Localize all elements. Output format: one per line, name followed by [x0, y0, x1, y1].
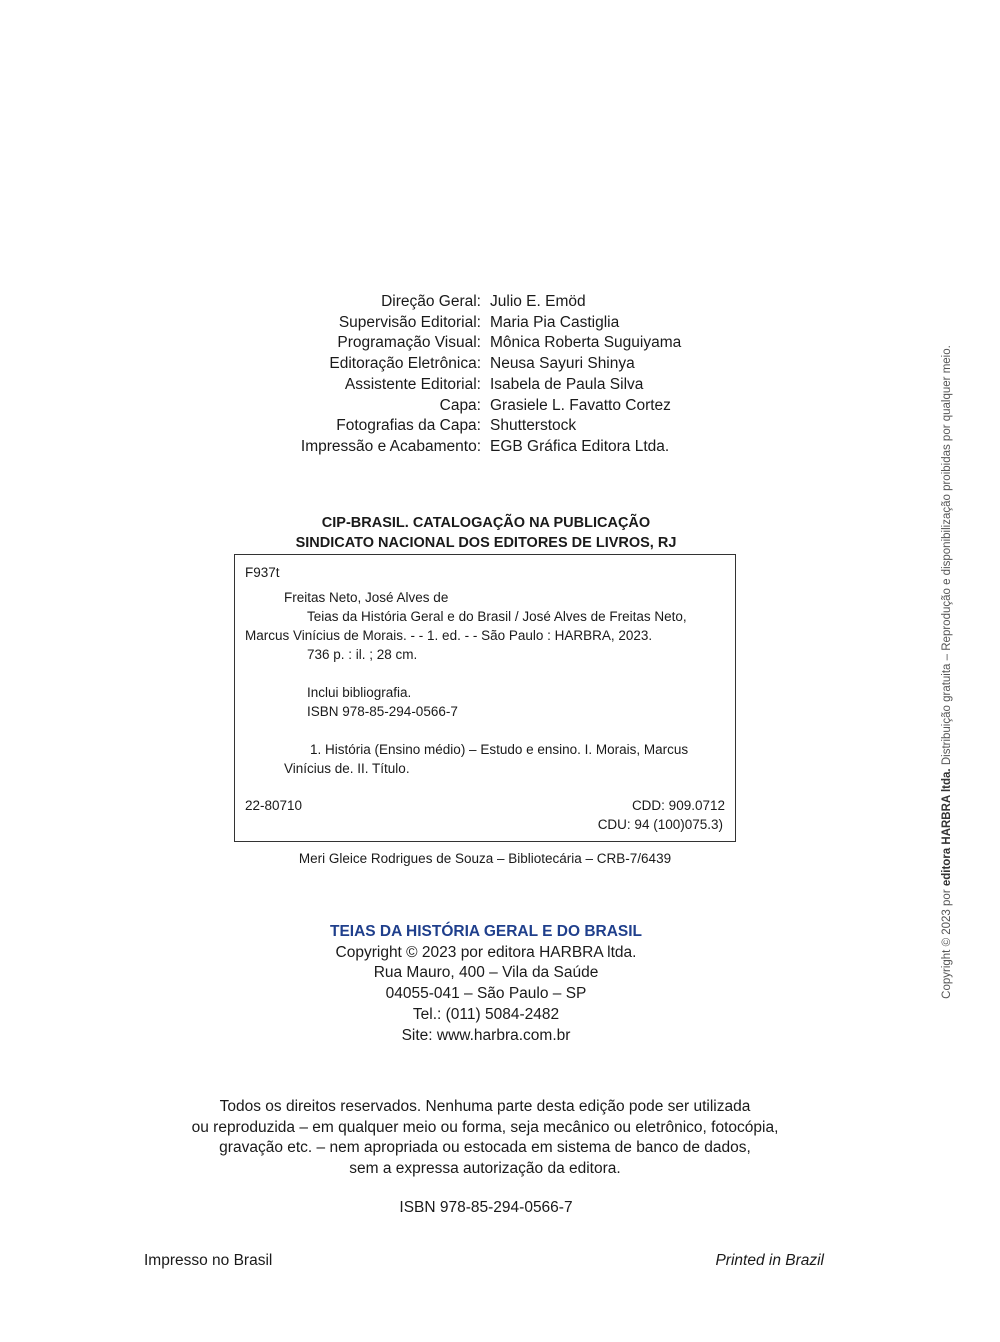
cip-number: 22-80710 — [245, 798, 303, 813]
footer-printed-en: Printed in Brazil — [715, 1252, 824, 1269]
credit-role: Direção Geral: — [381, 293, 481, 310]
side-note-publisher: editora HARBRA ltda. — [941, 768, 953, 887]
side-note-suffix: Distribuição gratuita – Reprodução e disponibilização proibidas por qualquer meio. — [941, 345, 953, 769]
credit-row — [200, 396, 800, 417]
credit-name: Isabela de Paula Silva — [490, 375, 644, 393]
side-copyright-note — [941, 345, 953, 999]
imprint-block — [235, 922, 737, 1046]
credit-row — [200, 292, 800, 313]
cip-code: F937t — [245, 565, 280, 580]
address-street: Rua Mauro, 400 – Vila da Saúde — [373, 964, 599, 982]
copyright-line: Copyright © 2023 por editora HARBRA ltda. — [335, 943, 637, 961]
credit-role: Editoração Eletrônica: — [329, 355, 481, 373]
cip-pages: 736 p. : il. ; 28 cm. — [307, 647, 418, 662]
cip-header-line1: CIP-BRASIL. CATALOGAÇÃO NA PUBLICAÇÃO — [321, 515, 651, 531]
isbn: ISBN 978-85-294-0566-7 — [399, 1199, 573, 1216]
credit-row — [200, 313, 800, 334]
cip-title-line1: Teias da História Geral e do Brasil / José Alves de Freitas Neto, — [307, 609, 687, 624]
rights-line: sem a expressa autorização da editora. — [349, 1160, 621, 1178]
credits-list — [200, 292, 800, 458]
cip-catalog-box — [234, 554, 736, 842]
cip-cdd: CDD: 909.0712 — [631, 798, 725, 813]
cip-subjects-line1: 1. História (Ensino médio) – Estudo e ensino. I. Morais, Marcus — [310, 742, 689, 757]
credit-role: Assistente Editorial: — [344, 375, 481, 393]
credit-row — [200, 333, 800, 354]
credit-role: Programação Visual: — [337, 334, 481, 352]
rights-line: ou reproduzida – em qualquer meio ou forma, seja mecânico ou eletrônico, fotocópia, — [191, 1118, 779, 1136]
credit-row — [200, 416, 800, 437]
rights-line: gravação etc. – nem apropriada ou estocada em sistema de banco de dados, — [219, 1139, 751, 1157]
cip-header-line2: SINDICATO NACIONAL DOS EDITORES DE LIVROS, RJ — [295, 535, 677, 551]
book-title: TEIAS DA HISTÓRIA GERAL E DO BRASIL — [329, 923, 643, 940]
credit-name: Maria Pia Castiglia — [490, 313, 620, 331]
credit-name: Mônica Roberta Suguiyama — [490, 334, 682, 352]
credit-name: EGB Gráfica Editora Ltda. — [490, 437, 670, 455]
cip-subjects-line2: Vinícius de. II. Título. — [284, 761, 410, 776]
website: Site: www.harbra.com.br — [401, 1026, 571, 1044]
librarian-credit: Meri Gleice Rodrigues de Souza – Bibliotecária – CRB-7/6439 — [298, 851, 672, 866]
cip-isbn: ISBN 978-85-294-0566-7 — [307, 704, 458, 719]
credit-role: Capa: — [439, 396, 481, 414]
credit-role: Supervisão Editorial: — [338, 313, 481, 331]
credit-row — [200, 375, 800, 396]
cip-author: Freitas Neto, José Alves de — [284, 590, 449, 605]
cip-bibliography: Inclui bibliografia. — [307, 685, 412, 700]
side-note-prefix: Copyright © 2023 por — [941, 886, 953, 999]
footer-printed-pt: Impresso no Brasil — [144, 1252, 273, 1269]
address-city: 04055-041 – São Paulo – SP — [385, 985, 587, 1003]
cip-cdu: CDU: 94 (100)075.3) — [597, 817, 723, 832]
credit-row — [200, 354, 800, 375]
credit-name: Shutterstock — [490, 417, 577, 435]
credit-row — [200, 437, 800, 458]
credit-name: Neusa Sayuri Shinya — [490, 355, 635, 373]
phone: Tel.: (011) 5084-2482 — [412, 1005, 560, 1023]
credit-role: Fotografias da Capa: — [336, 417, 481, 435]
cip-header — [235, 513, 737, 553]
credit-name: Julio E. Emöd — [490, 293, 586, 310]
rights-notice — [135, 1097, 835, 1180]
credit-name: Grasiele L. Favatto Cortez — [490, 396, 671, 414]
cip-title-line2: Marcus Vinícius de Morais. - - 1. ed. - - São Paulo : HARBRA, 2023. — [245, 628, 653, 643]
credit-role: Impressão e Acabamento: — [300, 437, 481, 455]
rights-line: Todos os direitos reservados. Nenhuma parte desta edição pode ser utilizada — [219, 1098, 751, 1115]
